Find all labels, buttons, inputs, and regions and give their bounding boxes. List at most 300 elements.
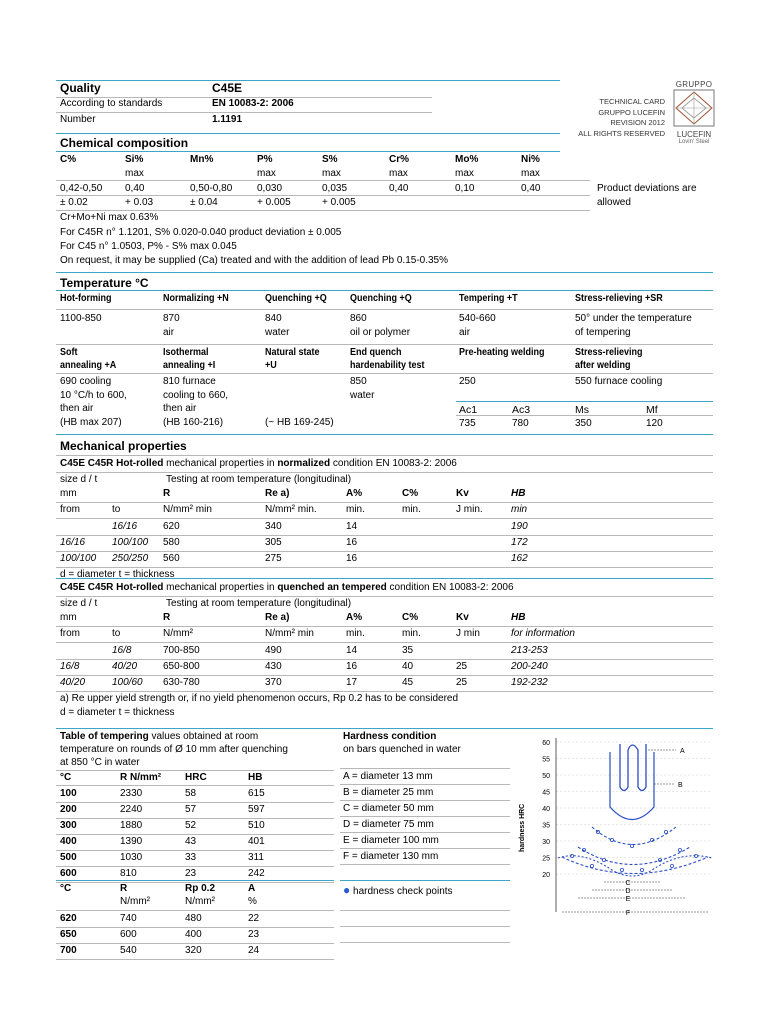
divider [56,691,713,692]
dev-note-1: Product deviations are [597,183,697,194]
heading-part: mechanical properties in [163,458,278,469]
tempering-cell: 400 [60,836,77,847]
tempering-head: R [120,883,128,894]
temp-value: 840 [265,313,282,324]
divider [340,784,510,785]
tempering-cell: 810 [120,868,137,879]
chem-col-header: C% [60,154,77,165]
hardness-item: E = diameter 100 mm [343,835,439,846]
divider [56,567,713,568]
mech-cell: 45 [402,677,414,688]
tempering-unit: % [248,896,257,907]
logo-emblem-icon [672,89,716,127]
mech-cell: 14 [346,645,358,656]
divider [56,866,334,867]
tempering-cell: 480 [185,913,202,924]
temp-head: Tempering +T [459,293,518,304]
check-point-dot [630,844,633,847]
mech-col-header: R [163,488,171,499]
mech-col-unit: for information [511,628,575,639]
chem-col-sub: max [322,168,341,179]
y-tick-label: 25 [542,855,550,863]
lucefin-logo [672,80,716,148]
hardness-item: B = diameter 25 mm [343,787,434,798]
mech-cell: 100/100 [112,537,149,548]
temp-value: 690 cooling [60,376,112,387]
mech-col-unit: N/mm² [163,628,193,639]
critical-point-head: Mf [646,404,658,416]
tempering-title-bold: Table of tempering [60,731,149,742]
chem-col-sub: max [257,168,276,179]
divider [56,195,590,196]
mech-col-header: Re a) [265,612,290,623]
divider [56,344,713,345]
divider [56,373,713,374]
heading-part: Hot-rolled [116,582,164,593]
divider [56,309,713,310]
chem-deviation: + 0.005 [322,197,356,208]
curve-label: F [625,910,631,917]
temp-value: 870 [163,313,180,324]
mech-col-header: A% [346,612,363,623]
heading-part: Hot-rolled [116,458,164,469]
mech-col-unit: from [60,628,80,639]
temp-value: 540-660 [459,313,496,324]
quality-label: Quality [60,81,101,95]
divider [56,596,713,597]
mm-label: mm [60,612,77,623]
temp-value: 50° under the temperature [575,313,692,324]
mech-cell: 190 [511,521,528,532]
divider [56,626,713,627]
divider [56,802,334,803]
chem-value: 0,40 [389,183,409,194]
y-tick-label: 35 [542,822,550,830]
y-tick-label: 20 [542,872,550,879]
divider [340,848,510,849]
chem-col-sub: max [389,168,408,179]
critical-point-value: 735 [459,418,476,429]
temp-value: 810 furnace [163,376,216,387]
mech-cell: 14 [346,521,358,532]
chem-value: 0,40 [521,183,541,194]
tempering-cell: 43 [185,836,197,847]
tempering-cell: 23 [185,868,197,879]
check-point-dot [620,868,623,871]
temp-value: (~ HB 169-245) [265,417,334,428]
tempering-cell: 58 [185,788,197,799]
divider [56,210,590,211]
mech-col-header: HB [511,612,526,623]
hardness-item: A = diameter 13 mm [343,771,433,782]
chem-note: For C45 n° 1.0503, P% - S% max 0.045 [60,241,237,252]
heading-part: normalized [277,458,331,469]
mech-cell: 340 [265,521,282,532]
tempering-unit: N/mm² [120,896,150,907]
tempering-line: at 850 °C in water [60,757,140,768]
tempering-cell: 401 [248,836,265,847]
mech-title: Mechanical properties [60,439,187,453]
critical-point-value: 780 [512,418,529,429]
mech-col-unit: min. [346,628,365,639]
hardness-subtitle: on bars quenched in water [343,744,461,755]
chem-col-header: S% [322,154,338,165]
critical-point-head: Ac3 [512,404,531,416]
mech-cell: 25 [456,677,468,688]
dimension-note: d = diameter t = thickness [60,569,175,580]
tempering-cell: 510 [248,820,265,831]
tempering-cell: 57 [185,804,197,815]
dimension-note: d = diameter t = thickness [60,707,175,718]
technical-card-info [560,97,665,139]
mech-cell: 40/20 [60,677,86,688]
hardness-diagram [512,732,720,922]
temp-head: Quenching +Q [350,293,412,304]
divider [56,959,334,960]
tempering-head: °C [60,772,72,783]
divider [56,943,334,944]
temp-value: 550 furnace cooling [575,376,663,387]
heading-part: C45E C45R [60,582,114,593]
mech-cell: 650-800 [163,661,200,672]
mech-cell: 630-780 [163,677,200,688]
tempering-title-rest: values obtained at room [148,731,259,742]
tempering-head: HB [248,772,263,783]
temp-head: Natural state [265,347,320,358]
mech-cell: 250/250 [112,553,149,564]
standards-value: EN 10083-2: 2006 [212,98,294,109]
divider [56,910,334,911]
tempering-cell: 311 [248,852,264,863]
y-axis-label: hardness HRC [519,803,526,852]
divider [56,518,713,519]
chem-col-sub: max [125,168,144,179]
tempering-cell: 242 [248,868,265,879]
mech-table-heading [60,582,514,593]
mech-cell: 490 [265,645,282,656]
tempering-unit: N/mm² [185,896,215,907]
temp-value: then air [60,403,94,414]
chem-value: 0,40 [125,183,145,194]
curve-label: A [680,748,685,755]
check-point-dot [664,830,667,833]
mech-col-unit: min. [402,504,421,515]
chem-col-header: Si% [125,154,144,165]
curve-C [592,827,676,845]
chem-value: 0,035 [322,183,348,194]
tempering-cell: 597 [248,804,265,815]
y-tick-label: 30 [542,839,550,846]
temp-value: water [350,389,375,401]
number-label: Number [60,114,96,125]
card-line-4: ALL RIGHTS RESERVED [578,128,665,138]
divider [456,415,713,416]
divider [56,834,334,835]
temp-head: End quench [350,347,402,358]
mech-col-unit: to [112,504,121,515]
y-tick-label: 40 [542,806,550,813]
divider [340,768,510,769]
tempering-cell: 200 [60,804,77,815]
y-tick-label: 55 [542,756,550,764]
mech-cell: 40 [402,661,414,672]
divider [56,502,713,503]
tempering-cell: 23 [248,929,260,940]
tempering-cell: 2330 [120,788,143,799]
mech-col-unit: to [112,628,121,639]
divider [56,472,713,473]
tempering-cell: 600 [120,929,137,940]
tempering-head: Rp 0.2 [185,883,216,894]
mech-cell: 305 [265,537,282,548]
tempering-cell: 22 [248,913,260,924]
divider [56,659,713,660]
tempering-line: temperature on rounds of Ø 10 mm after quenching [60,744,288,755]
mech-col-unit: N/mm² min. [265,504,317,515]
mech-cell: 17 [346,677,358,688]
temp-head: Stress-relieving [575,347,643,358]
divider [56,272,713,273]
hardness-title: Hardness condition [343,731,437,742]
mech-col-header: A% [346,488,363,499]
curve-E [562,857,708,874]
divider [56,290,713,291]
logo-tagline: Lovin' Steel [678,139,710,145]
temp-head: Normalizing +N [163,293,229,304]
hardness-item: D = diameter 75 mm [343,819,434,830]
chem-note: For C45R n° 1.1201, S% 0.020-0.040 product deviation ± 0.005 [60,227,342,238]
temp-head: Stress-relieving +SR [575,293,663,304]
hardness-item: F = diameter 130 mm [343,851,439,862]
tempering-cell: 100 [60,788,77,799]
curve-label: D [625,888,631,895]
curve-label: C [625,880,631,887]
mech-cell: 16/16 [60,537,86,548]
tempering-title [60,731,258,742]
tempering-cell: 740 [120,913,137,924]
heading-part: quenched an tempered [277,582,387,593]
chem-col-header: P% [257,154,273,165]
tempering-head: HRC [185,772,207,783]
critical-point-value: 120 [646,418,663,429]
y-tick-label: 50 [542,773,550,780]
card-line-2: GRUPPO LUCEFIN [598,107,665,117]
divider [56,785,334,786]
mech-col-unit: N/mm² min [163,504,212,515]
mech-col-unit: J min [456,628,480,639]
check-point-dot [670,864,673,867]
chem-value: 0,50-0,80 [190,183,233,194]
divider [56,151,560,152]
chem-deviation: ± 0.04 [190,197,218,208]
number-value: 1.1191 [212,114,243,125]
mech-cell: 275 [265,553,282,564]
chem-value: 0,10 [455,183,475,194]
chem-value: 0,030 [257,183,283,194]
divider [56,578,713,579]
chem-col-sub: max [521,168,540,179]
temp-value: 860 [350,313,367,324]
temp-value: of tempering [575,327,631,338]
size-label: size d / t [60,474,98,485]
tempering-cell: 400 [185,929,202,940]
check-point-dot [640,868,643,871]
temp-value: (HB max 207) [60,416,122,428]
hardness-item: C = diameter 50 mm [343,803,434,814]
logo-top-text: GRUPPO [675,80,713,89]
mech-col-header: R [163,612,171,623]
footnote: a) Re upper yield strength or, if no yield phenomenon occurs, Rp 0.2 has to be considered [60,693,459,704]
chem-col-header: Ni% [521,154,540,165]
mech-col-unit: N/mm² min [265,628,314,639]
mech-cell: 16/8 [112,645,132,656]
tempering-cell: 540 [120,945,137,956]
temp-value: water [265,327,290,338]
tempering-cell: 615 [248,788,265,799]
mech-col-header: C% [402,612,419,623]
tempering-cell: 600 [60,868,77,879]
chem-deviation: ± 0.02 [60,197,88,208]
temp-head: Isothermal [163,347,209,358]
tempering-cell: 320 [185,945,202,956]
divider [340,910,510,911]
heading-part: mechanical properties in [163,582,278,593]
tempering-cell: 500 [60,852,77,863]
mech-cell: 16 [346,553,358,564]
tempering-cell: 700 [60,945,77,956]
tempering-head: A [248,883,256,894]
chem-title: Chemical composition [60,136,189,150]
divider [56,112,432,113]
divider [340,926,510,927]
mech-cell: 580 [163,537,180,548]
y-tick-label: 45 [542,789,550,797]
mech-col-header: HB [511,488,526,499]
curve-label: E [625,896,631,903]
mech-cell: 100/100 [60,553,97,564]
check-point-dot [590,864,593,867]
tempering-cell: 33 [185,852,197,863]
mech-col-unit: min. [346,504,365,515]
logo-bottom-text: LUCEFIN [676,130,712,139]
card-line-1: TECHNICAL CARD [599,97,665,106]
mech-cell: 40/20 [112,661,138,672]
mech-col-unit: J min. [456,504,483,515]
divider [340,832,510,833]
card-line-3: REVISION 2012 [610,118,665,127]
divider [56,434,713,435]
divider [56,818,334,819]
tempering-cell: 2240 [120,804,143,815]
size-label: size d / t [60,598,98,609]
divider [56,770,334,771]
temp-value: cooling to 660, [163,389,229,401]
divider [56,880,334,881]
chem-value: 0,42-0,50 [60,183,103,194]
top-rule [56,80,560,81]
mech-col-header: Kv [456,488,469,499]
temp-head: Hot-forming [60,293,112,304]
temp-title: Temperature °C [60,276,149,290]
mech-cell: 25 [456,661,468,672]
divider [56,133,560,134]
divider [340,816,510,817]
testing-label: Testing at room temperature (longitudinal) [166,598,352,609]
tempering-cell: 1030 [120,852,143,863]
temp-value: 10 °C/h to 600, [60,389,127,401]
temp-head: Soft [60,347,78,358]
temp-head: annealing +A [60,360,117,371]
tempering-cell: 650 [60,929,77,940]
temp-value: then air [163,403,197,414]
divider [56,850,334,851]
mech-cell: 192-232 [511,677,548,688]
curve-B [610,752,654,820]
divider [56,927,334,928]
temp-value: 1100-850 [60,313,102,324]
critical-point-head: Ac1 [459,404,478,416]
divider [56,728,713,729]
divider [56,535,713,536]
temp-value: oil or polymer [350,327,411,338]
temp-value: air [163,327,175,338]
divider [56,551,713,552]
divider [340,880,510,881]
mech-cell: 560 [163,553,180,564]
mech-cell: 16/16 [112,521,138,532]
temp-head: after welding [575,360,631,371]
mech-col-header: C% [402,488,419,499]
critical-point-value: 350 [575,418,592,429]
chem-col-header: Mo% [455,154,479,165]
heading-part: condition EN 10083-2: 2006 [330,458,457,469]
divider [56,455,713,456]
mech-col-unit: min. [402,628,421,639]
heading-part: condition EN 10083-2: 2006 [386,582,514,593]
mech-cell: 16 [346,537,358,548]
temp-head: Quenching +Q [265,293,327,304]
hardness-legend [343,883,453,897]
mm-label: mm [60,488,77,499]
temp-head: Pre-heating welding [459,347,545,358]
tempering-cell: 620 [60,913,77,924]
temp-head: +U [265,360,277,371]
mech-cell: 620 [163,521,180,532]
divider [340,800,510,801]
tempering-head: R N/mm² [120,772,162,783]
chem-deviation: + 0.03 [125,197,154,208]
heading-part: C45E C45R [60,458,114,469]
temp-value: 250 [459,376,476,387]
check-point-dot-icon: ● [343,883,351,897]
mech-cell: 700-850 [163,645,200,656]
tempering-head: °C [60,883,72,894]
mech-col-header: Kv [456,612,469,623]
temp-value: (HB 160-216) [163,416,224,428]
chem-col-sub: max [455,168,474,179]
tempering-cell: 52 [185,820,197,831]
mech-cell: 172 [511,537,528,548]
temp-head: annealing +I [163,360,216,371]
mech-table-heading [60,458,457,469]
mech-cell: 213-253 [511,645,548,656]
critical-point-head: Ms [575,404,589,416]
dev-note-2: allowed [597,197,631,208]
temp-head: hardenability test [350,360,425,371]
divider [56,675,713,676]
divider [456,401,713,402]
divider [340,864,510,865]
